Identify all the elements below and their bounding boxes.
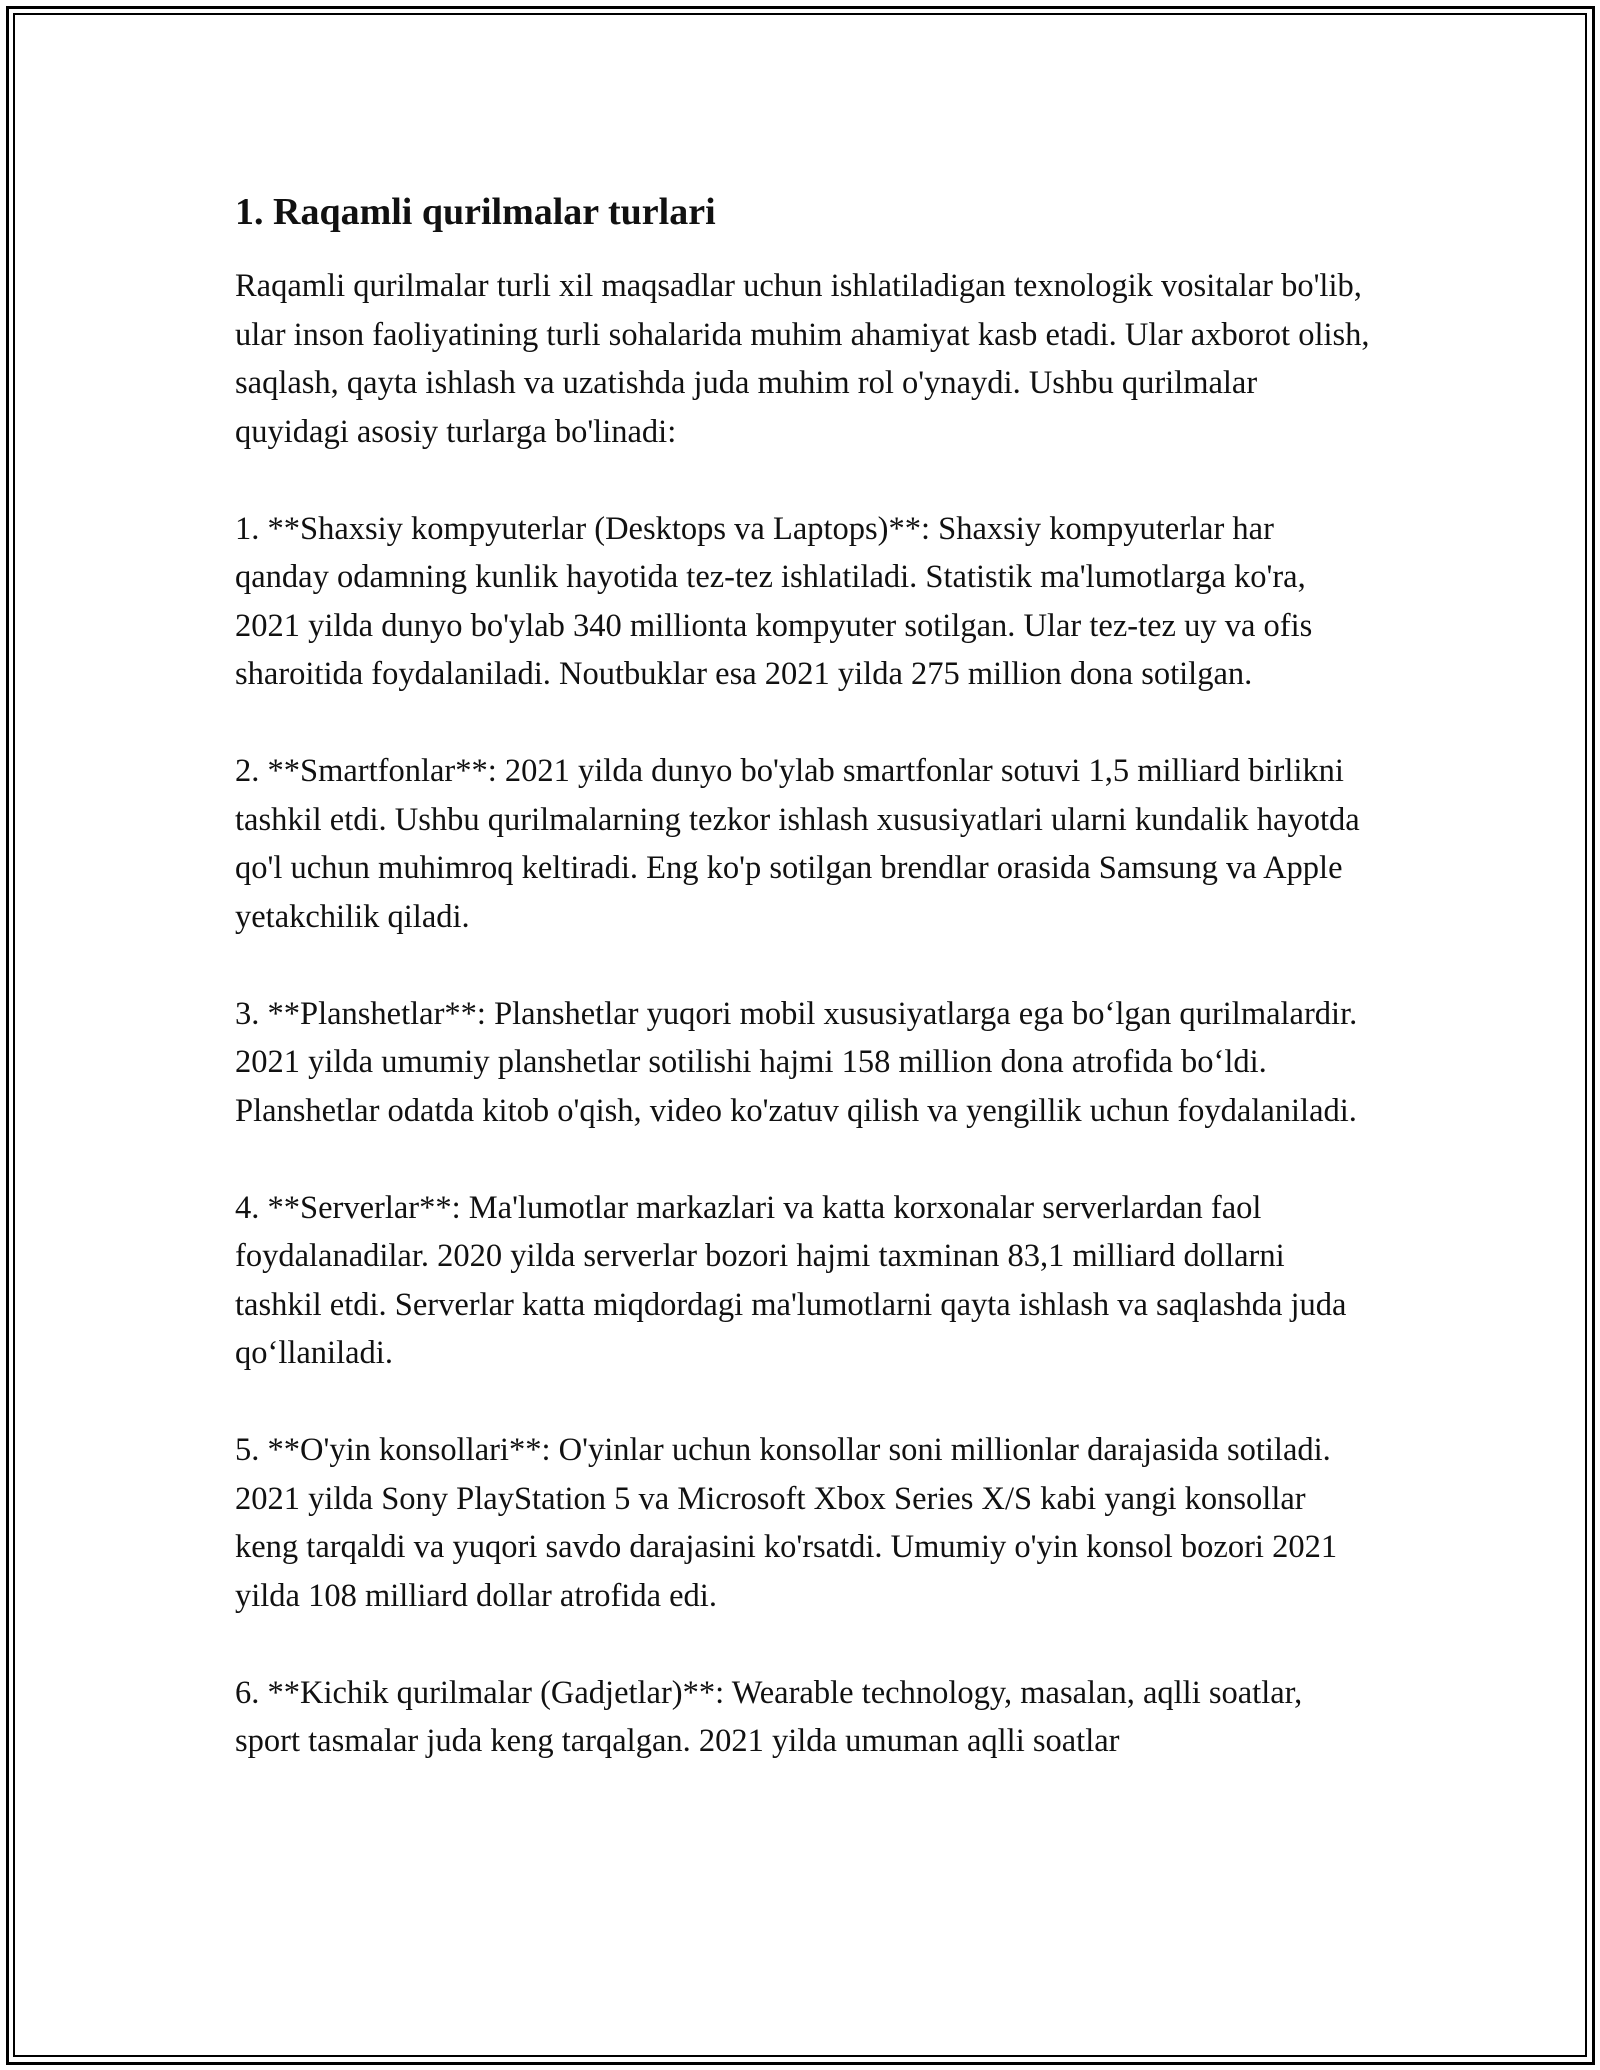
paragraph-game-consoles: 5. **O'yin konsollari**: O'yinlar uchun konsollar soni millionlar darajasida sotiladi. 2021 yilda Sony PlayStation 5 va Microsoft Xbox Series X/S kabi yangi konsollar keng tarqaldi va yuqori savdo darajasini ko'rsatdi. Umumiy o'yin konsol bozori 2021 yilda 108 milliard dollar atrofida edi. [235, 1432, 1338, 1614]
paragraph-tablets: 3. **Planshetlar**: Planshetlar yuqori mobil xususiyatlarga ega bo‘lgan qurilmalardir. 2021 yilda umumiy planshetlar sotilishi hajmi 158 million dona atrofida bo‘ldi. Planshetlar odatda kitob o'qish, video ko'zatuv qilish va yengillik uchun foydalaniladi. [235, 995, 1358, 1129]
intro-paragraph: Raqamli qurilmalar turli xil maqsadlar uchun ishlatiladigan texnologik vositalar bo'lib, ular inson faoliyatining turli sohalarida muhim ahamiyat kasb etadi. Ular axborot olish, saqlash, qayta ishlash va uzatishda juda muhim rol o'ynaydi. Ushbu qurilmalar quyidagi asosiy turlarga bo'linadi: [235, 268, 1370, 450]
document-body [235, 188, 1375, 1814]
section-heading: 1. Raqamli qurilmalar turlari [235, 191, 716, 233]
paragraph-smartphones: 2. **Smartfonlar**: 2021 yilda dunyo bo'ylab smartfonlar sotuvi 1,5 milliard birlikni tashkil etdi. Ushbu qurilmalarning tezkor ishlash xususiyatlari ularni kundalik hayotda qo'l uchun muhimroq keltiradi. Eng ko'p sotilgan brendlar orasida Samsung va Apple yetakchilik qiladi. [235, 753, 1360, 935]
paragraph-gadgets: 6. **Kichik qurilmalar (Gadjetlar)**: Wearable technology, masalan, aqlli soatlar, sport tasmalar juda keng tarqalgan. 2021 yilda umuman aqlli soatlar [235, 1674, 1303, 1759]
paragraph-servers: 4. **Serverlar**: Ma'lumotlar markazlari va katta korxonalar serverlardan faol foydalanadilar. 2020 yilda serverlar bozori hajmi taxminan 83,1 milliard dollarni tashkil etdi. Serverlar katta miqdordagi ma'lumotlarni qayta ishlash va saqlashda juda qo‘llaniladi. [235, 1189, 1347, 1371]
paragraph-personal-computers: 1. **Shaxsiy kompyuterlar (Desktops va Laptops)**: Shaxsiy kompyuterlar har qanday odamning kunlik hayotida tez-tez ishlatiladi. Statistik ma'lumotlarga ko'ra, 2021 yilda dunyo bo'ylab 340 millionta kompyuter sotilgan. Ular tez-tez uy va ofis sharoitida foydalaniladi. Noutbuklar esa 2021 yilda 275 million dona sotilgan. [235, 510, 1313, 692]
